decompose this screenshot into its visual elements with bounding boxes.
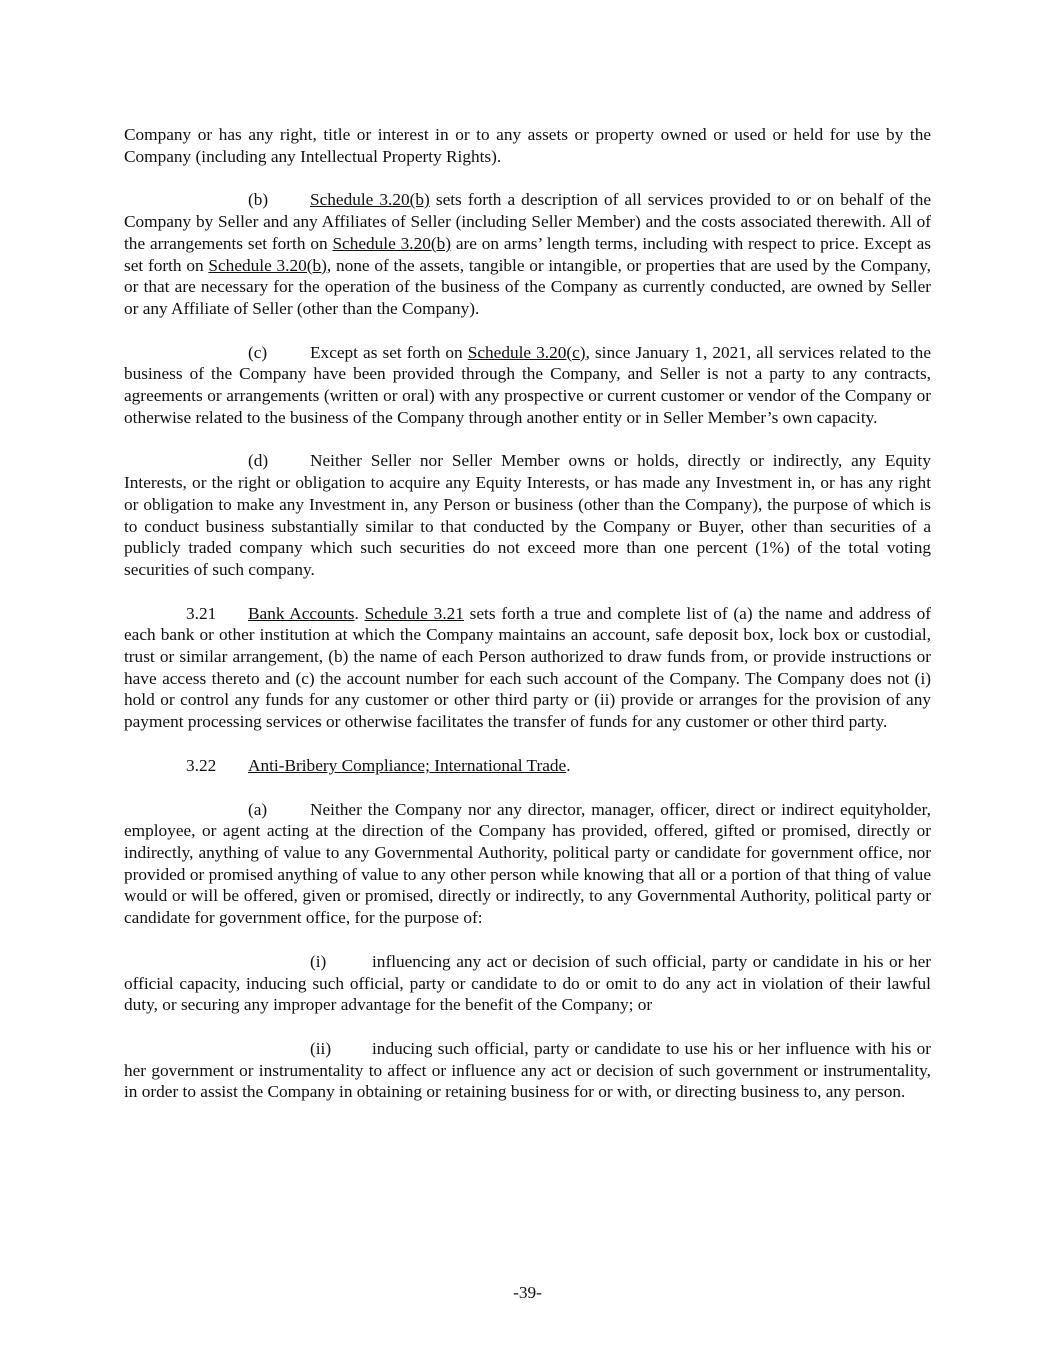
schedule-reference: Schedule 3.20(b): [310, 190, 430, 210]
paragraph-3-22-a: [124, 799, 931, 929]
schedule-reference: Schedule 3.20(b): [208, 255, 327, 275]
clause-number: (a): [248, 799, 268, 819]
section-3-21: [124, 603, 931, 733]
page-number: -39-: [513, 1283, 542, 1302]
paragraph-text: influencing any act or decision of such official, party or candidate in his or her official capacity, inducing such official, party or candidate to do or omit to do any act in violation of their lawful duty, or securing any improper advantage for the benefit of the Company; or: [124, 951, 931, 1015]
schedule-reference: Schedule 3.21: [364, 603, 464, 623]
section-number: 3.21: [186, 603, 217, 623]
paragraph-text: sets forth a true and complete list of (a) the name and address of each bank or other institution at which the Company maintains an account, safe deposit box, lock box or custodial, trust or similar arrangement, (b) the name of each Person authorized to draw funds from, or provide instructions or have access thereto and (c) the account number for each such account of the Company. The Company does not (i) hold or control any funds for any customer or other third party or (ii) provide or arranges for the provision of any payment processing services or otherwise facilitates the transfer of funds for any customer or other third party.: [124, 603, 931, 732]
paragraph-text: Except as set forth on: [310, 342, 468, 362]
paragraph-text: , none of the assets, tangible or intangible, or properties that are used by the Company, or that are necessary for the operation of the business of the Company as currently conducted, are owned by Seller or any Affiliate of Seller (other than the Company).: [124, 255, 932, 318]
section-number: 3.22: [186, 755, 217, 775]
paragraph-3-22-a-ii: [124, 1038, 931, 1103]
paragraph-text: Company or has any right, title or interest in or to any assets or property owned or used or held for use by the Company (including any Intellectual Property Rights).: [124, 125, 931, 166]
paragraph-text: , since January 1, 2021, all services related to the business of the Company have been provided through the Company, and Seller is not a party to any contracts, agreements or arrangements (written or oral) with any prospective or current customer or vendor of the Company or otherwise related to the business of the Company through another entity or in Seller Member’s own capacity.: [124, 342, 931, 427]
paragraph-text: inducing such official, party or candidate to use his or her influence with his or her government or instrumentality to affect or influence any act or decision of such government or instrumentality, in order to assist the Company in obtaining or retaining business for or with, or directing business to, any person.: [124, 1038, 931, 1102]
heading-punctuation: .: [354, 603, 365, 623]
paragraph-text: sets forth a description of all services provided to or on behalf of the Company by Seller and any Affiliates of Seller (including Seller Member) and the costs associated therewith. All of the arrangements set forth on: [124, 190, 932, 253]
clause-number: (c): [248, 342, 268, 362]
clause-number: (i): [310, 951, 327, 971]
section-3-22: [124, 755, 931, 777]
paragraph-text: Neither Seller nor Seller Member owns or holds, directly or indirectly, any Equity Interests, or the right or obligation to acquire any Equity Interests, or has made any Investment in, or has any right or obligation to make any Investment in, any Person or business (other than the Company), the purpose of which is to conduct business substantially similar to that conducted by the Company or Buyer, other than securities of a publicly traded company which such securities do not exceed more than one percent (1%) of the total voting securities of such company.: [124, 451, 931, 579]
paragraph-3-20-d: [124, 450, 931, 580]
clause-number: (ii): [310, 1038, 332, 1058]
paragraph-text: are on arms’ length terms, including with respect to price. Except as set forth on: [124, 233, 931, 275]
document-page: [124, 124, 931, 1125]
paragraph-3-22-a-i: [124, 951, 931, 1016]
paragraph-3-20-b: [124, 189, 931, 319]
section-heading: Anti-Bribery Compliance; International Trade: [248, 755, 567, 775]
schedule-reference: Schedule 3.20(b): [332, 233, 452, 253]
schedule-reference: Schedule 3.20(c): [467, 342, 586, 362]
section-heading: Bank Accounts: [248, 603, 355, 623]
paragraph-text: Neither the Company nor any director, manager, officer, direct or indirect equityholder, employee, or agent acting at the direction of the Company has provided, offered, gifted or promised, directly or indirectly, anything of value to any Governmental Authority, political party or candidate for government office, nor provided or promised anything of value to any other person while knowing that all or a portion of that thing of value would or will be offered, given or promised, directly or indirectly, to any Governmental Authority, political party or candidate for government office, for the purpose of:: [124, 799, 931, 928]
heading-punctuation: .: [566, 755, 571, 775]
clause-number: (b): [248, 190, 269, 210]
paragraph-3-20-c: [124, 342, 931, 429]
clause-number: (d): [248, 451, 269, 471]
paragraph-continuation: [124, 124, 931, 167]
